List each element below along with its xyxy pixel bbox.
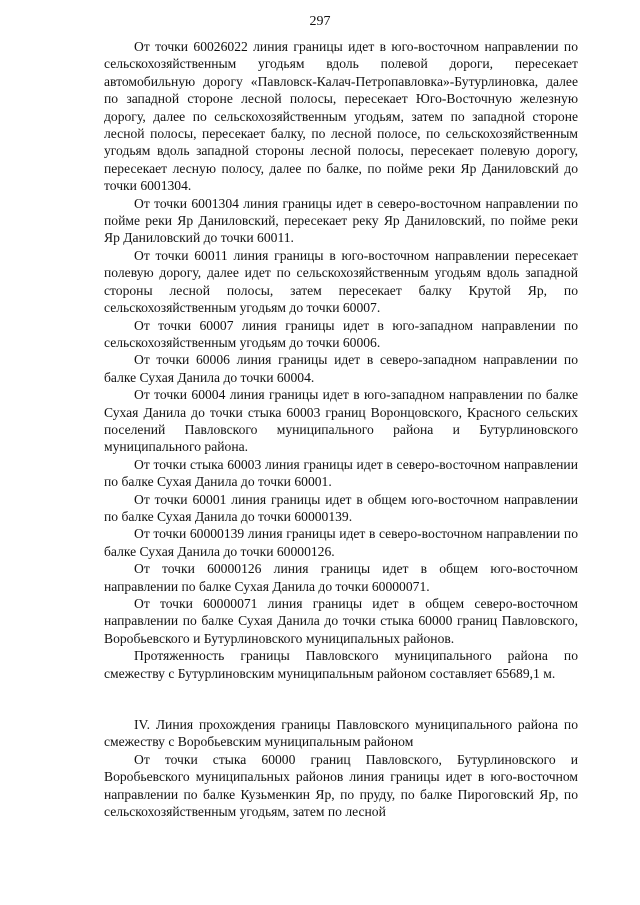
paragraph-7: От точки стыка 60003 линия границы идет в северо-восточном направлении по балке Сухая Данила до точки 60001. [104, 456, 578, 490]
paragraph-9: От точки 60000139 линия границы идет в северо-восточном направлении по балке Сухая Данила до точки 60000126. [104, 526, 578, 559]
paragraph-3: От точки 60011 линия границы в юго-восточном направлении пересекает полевую дорогу, далее идет по сельскохозяйственным угодьям вдоль западной стороны лесной полосы, затем пересекает балку Крутой Яр, по сельскохозяйственным угодьям до точки 60007. [104, 247, 578, 316]
paragraph-5: От точки 60006 линия границы идет в северо-западном направлении по балке Сухая Данила до точки 60004. [104, 352, 578, 385]
paragraph-8: От точки 60001 линия границы идет в общем юго-восточном направлении по балке Сухая Данила до точки 60000139. [104, 491, 578, 524]
section-paragraph: От точки стыка 60000 границ Павловского, Бутурлиновского и Воробьевского муниципальных районов линия границы идет в юго-восточном направлении по балке Кузьменкин Яр, по пруду, по балке Пироговский Яр, по сельскохозяйственным угодьям, затем по лесной [104, 751, 578, 820]
paragraph-6: От точки 60004 линия границы идет в юго-западном направлении по балке Сухая Данила до точки стыка 60003 границ Воронцовского, Красного сельских поселений Павловского муниципального района и Бутурлиновского муниципального района. [104, 387, 578, 455]
paragraph-1: От точки 60026022 линия границы идет в юго-восточном направлении по сельскохозяйственным угодьям вдоль полевой дороги, пересекает автомобильную дорогу «Павловск-Калач-Петропавловка»-Бутурлиновка, далее по западной стороне лесной полосы, пересекает Юго-Восточную железную дорогу, далее по сельскохозяйственным угодьям, затем по западной стороне лесной полосы, пересекает балку, по лесной полосе, по сельскохозяйственным угодьям вдоль западной стороны лесной полосы, пересекает полевую дорогу, пересекает лесную полосу, далее по балке, по пойме реки Яр Даниловский до точки 6001304. [104, 39, 578, 194]
document-body [104, 38, 578, 820]
paragraph-2: От точки 6001304 линия границы идет в северо-восточном направлении по пойме реки Яр Даниловский, пересекает реку Яр Даниловский, по пойме реки Яр Даниловский до точки 60011. [104, 195, 578, 246]
section-heading: IV. Линия прохождения границы Павловского муниципального района по смежеству с Воробьевским муниципальным районом [104, 717, 578, 750]
paragraph-4: От точки 60007 линия границы идет в юго-западном направлении по сельскохозяйственным угодьям до точки 60006. [104, 317, 578, 350]
paragraph-11: От точки 60000071 линия границы идет в общем северо-восточном направлении по балке Сухая Данила до точки стыка 60000 границ Павловского, Воробьевского и Бутурлиновского муниципальных районов. [104, 596, 578, 646]
boundary-length-paragraph: Протяженность границы Павловского муниципального района по смежеству с Бутурлиновским муниципальным районом составляет 65689,1 м. [104, 648, 578, 681]
paragraph-10: От точки 60000126 линия границы идет в общем юго-восточном направлении по балке Сухая Данила до точки 60000071. [104, 561, 578, 594]
page-number: 297 [309, 14, 331, 29]
